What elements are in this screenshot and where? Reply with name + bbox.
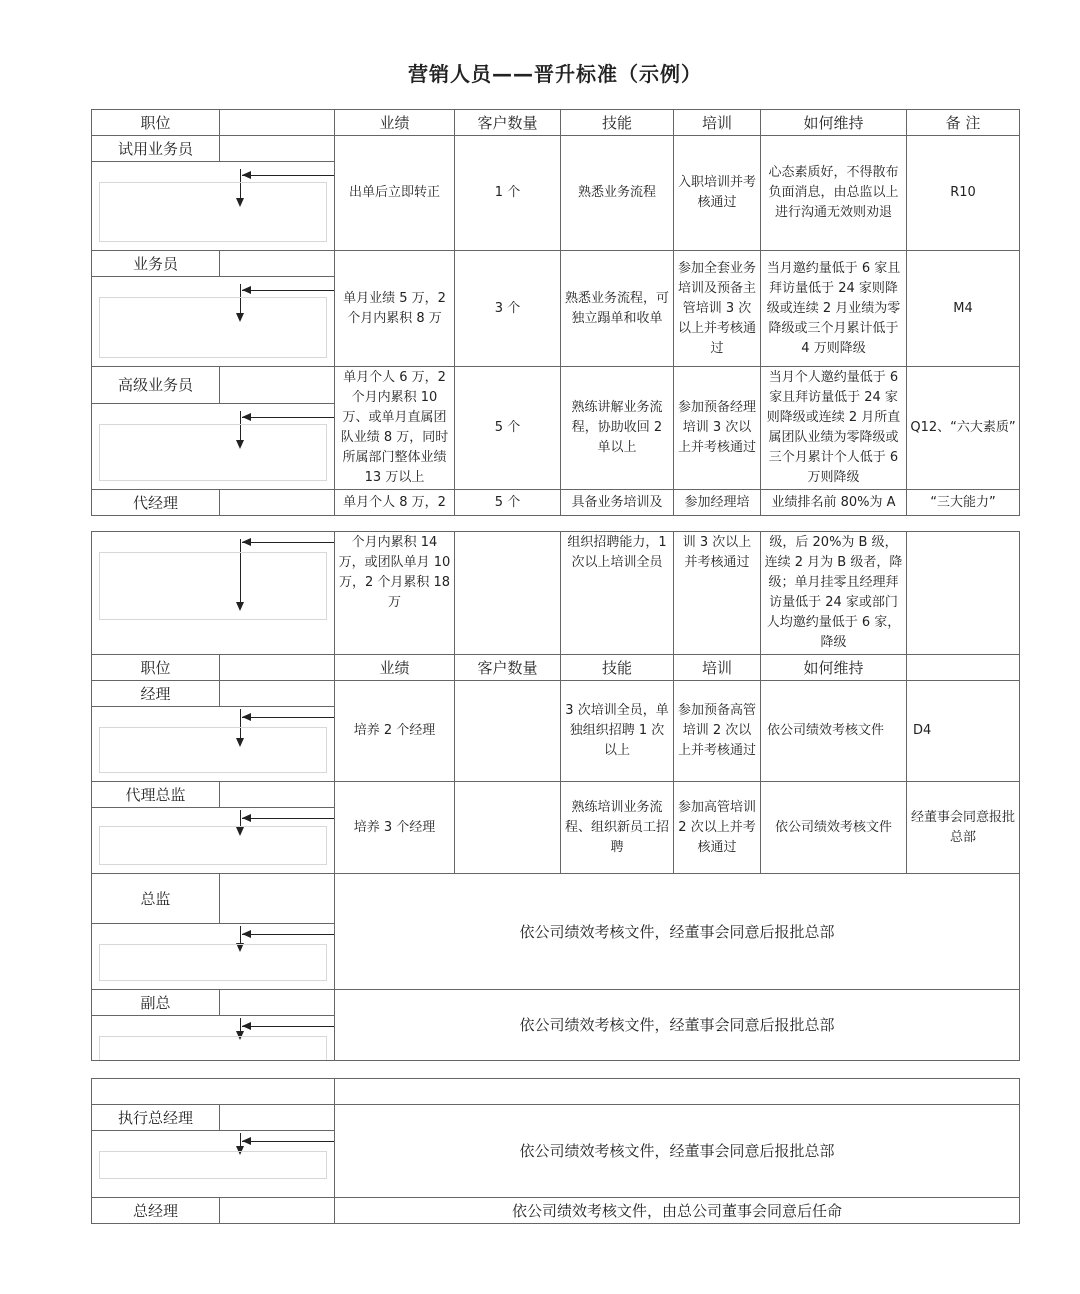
training-trial: 入职培训并考核通过 (674, 136, 761, 251)
promotion-table-part-3 (91, 1078, 1020, 1224)
position-senior: 高级业务员 (92, 367, 220, 404)
header-remark: 备 注 (907, 110, 1020, 136)
customers-agent-manager-cont (455, 532, 561, 655)
header-blank (220, 655, 335, 681)
flow-arrow-trial (92, 162, 335, 251)
header-skills: 技能 (561, 655, 674, 681)
performance-agent-manager-cont: 个月内累积 14 万，或团队单月 10 万，2 个月累积 18 万 (335, 532, 455, 655)
customers-sales: 3 个 (455, 251, 561, 367)
position-blank (220, 1105, 335, 1131)
header-maintain: 如何维持 (761, 655, 907, 681)
flow-arrow-senior (92, 403, 335, 489)
training-agent-manager-cont: 训 3 次以上并考核通过 (674, 532, 761, 655)
flow-arrow-sales (92, 277, 335, 367)
training-senior: 参加预备经理培训 3 次以上并考核通过 (674, 367, 761, 490)
position-blank (220, 990, 335, 1016)
blank-cell (92, 1079, 335, 1105)
position-executive-gm: 执行总经理 (92, 1105, 220, 1131)
skills-senior: 熟练讲解业务流程，协助收回 2 单以上 (561, 367, 674, 490)
remark-manager: D4 (907, 681, 1020, 782)
header-performance: 业绩 (335, 110, 455, 136)
performance-acting-director: 培养 3 个经理 (335, 782, 455, 874)
position-trial: 试用业务员 (92, 136, 220, 162)
note-director: 依公司绩效考核文件，经董事会同意后报批总部 (335, 874, 1020, 990)
skills-acting-director: 熟练培训业务流程、组织新员工招聘 (561, 782, 674, 874)
header-customers: 客户数量 (455, 110, 561, 136)
position-blank (220, 251, 335, 277)
remark-sales: M4 (907, 251, 1020, 367)
training-acting-director: 参加高管培训 2 次以上并考核通过 (674, 782, 761, 874)
position-blank (220, 136, 335, 162)
maintain-manager: 依公司绩效考核文件 (761, 681, 907, 782)
maintain-agent-manager: 业绩排名前 80%为 A (761, 490, 907, 516)
remark-agent-manager-cont (907, 532, 1020, 655)
position-general-manager: 总经理 (92, 1198, 220, 1224)
note-executive-gm: 依公司绩效考核文件，经董事会同意后报批总部 (335, 1105, 1020, 1198)
skills-trial: 熟悉业务流程 (561, 136, 674, 251)
header-position: 职位 (92, 110, 220, 136)
position-vice-president: 副总 (92, 990, 220, 1016)
performance-agent-manager: 单月个人 8 万，2 (335, 490, 455, 516)
customers-trial: 1 个 (455, 136, 561, 251)
flow-arrow-acting-director (92, 808, 335, 874)
remark-agent-manager: “三大能力” (907, 490, 1020, 516)
customers-manager (455, 681, 561, 782)
blank-cell (335, 1079, 1020, 1105)
skills-sales: 熟悉业务流程，可独立蹋单和收单 (561, 251, 674, 367)
header-skills: 技能 (561, 110, 674, 136)
maintain-agent-manager-cont: 级，后 20%为 B 级，连续 2 月为 B 级者，降级；单月挂零且经理拜访量低于 24 家或部门人均邀约量低于 6 家，降级 (761, 532, 907, 655)
remark-senior: Q12、“六大素质” (907, 367, 1020, 490)
flow-arrow-vice-president (92, 1016, 335, 1061)
maintain-senior: 当月个人邀约量低于 6 家且拜访量低于 24 家则降级或连续 2 月所直属团队业绩为零降级或三个月累计个人低于 6 万则降级 (761, 367, 907, 490)
skills-agent-manager-cont: 组织招聘能力，1 次以上培训全员 (561, 532, 674, 655)
position-blank (220, 681, 335, 707)
customers-acting-director (455, 782, 561, 874)
maintain-sales: 当月邀约量低于 6 家且拜访量低于 24 家则降级或连续 2 月业绩为零降级或三个月累计低于 4 万则降级 (761, 251, 907, 367)
position-blank (220, 874, 335, 924)
flow-arrow-director (92, 924, 335, 990)
performance-senior: 单月个人 6 万，2 个月内累积 10 万、或单月直属团队业绩 8 万，同时所属部门整体业绩 13 万以上 (335, 367, 455, 490)
performance-manager: 培养 2 个经理 (335, 681, 455, 782)
flow-arrow-executive-gm (92, 1131, 335, 1198)
performance-trial: 出单后立即转正 (335, 136, 455, 251)
remark-trial: R10 (907, 136, 1020, 251)
skills-agent-manager: 具备业务培训及 (561, 490, 674, 516)
header-performance: 业绩 (335, 655, 455, 681)
position-blank (220, 782, 335, 808)
header-position: 职位 (92, 655, 220, 681)
header-maintain: 如何维持 (761, 110, 907, 136)
note-vice-president: 依公司绩效考核文件，经董事会同意后报批总部 (335, 990, 1020, 1061)
skills-manager: 3 次培训全员，单独组织招聘 1 次以上 (561, 681, 674, 782)
promotion-table-part-1 (91, 109, 1020, 516)
position-director: 总监 (92, 874, 220, 924)
page-title: 营销人员——晋升标准（示例） (408, 62, 702, 86)
customers-senior: 5 个 (455, 367, 561, 490)
position-manager: 经理 (92, 681, 220, 707)
position-blank (220, 1198, 335, 1224)
remark-acting-director: 经董事会同意报批总部 (907, 782, 1020, 874)
position-blank (220, 367, 335, 404)
performance-sales: 单月业绩 5 万，2 个月内累积 8 万 (335, 251, 455, 367)
header-training: 培训 (674, 655, 761, 681)
position-agent-manager: 代经理 (92, 490, 220, 516)
training-agent-manager: 参加经理培 (674, 490, 761, 516)
note-general-manager: 依公司绩效考核文件，由总公司董事会同意后任命 (335, 1198, 1020, 1224)
flow-arrow-manager (92, 707, 335, 782)
training-manager: 参加预备高管培训 2 次以上并考核通过 (674, 681, 761, 782)
promotion-table-part-2 (91, 531, 1020, 1061)
training-sales: 参加全套业务培训及预备主管培训 3 次以上并考核通过 (674, 251, 761, 367)
header-blank (220, 110, 335, 136)
customers-agent-manager: 5 个 (455, 490, 561, 516)
maintain-acting-director: 依公司绩效考核文件 (761, 782, 907, 874)
header-training: 培训 (674, 110, 761, 136)
position-acting-director: 代理总监 (92, 782, 220, 808)
position-blank (220, 490, 335, 516)
position-sales: 业务员 (92, 251, 220, 277)
flow-arrow-agent-manager (92, 532, 335, 655)
maintain-trial: 心态素质好，不得散布负面消息，由总监以上进行沟通无效则劝退 (761, 136, 907, 251)
header-remark-blank (907, 655, 1020, 681)
header-customers: 客户数量 (455, 655, 561, 681)
